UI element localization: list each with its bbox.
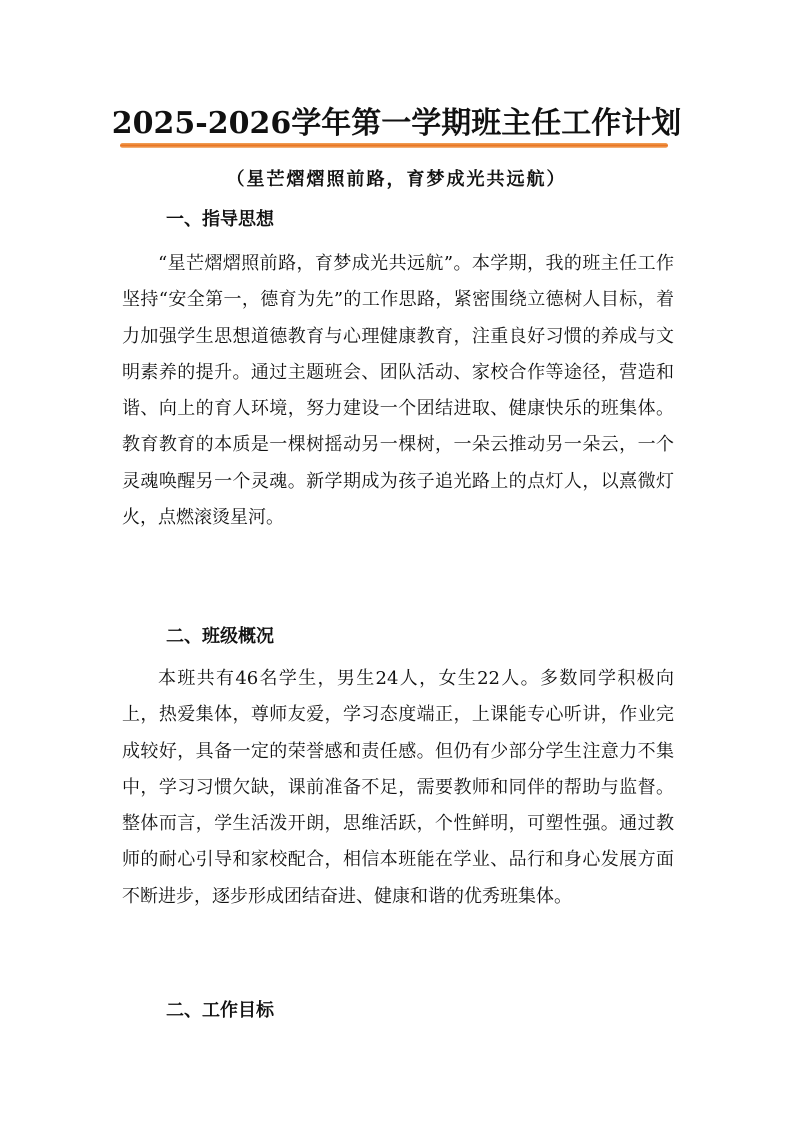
section-paragraph-class-overview: 本班共有46名学生，男生24人，女生22人。多数同学积极向上，热爱集体，尊师友爱，学习态度端正，上课能专心听讲，作业完成较好，具备一定的荣誉感和责任感。但仍有少部分学生注意力不集中，学习习惯欠缺，课前准备不足，需要教师和同伴的帮助与监督。整体而言，学生活泼开朗，思维活跃，个性鲜明，可塑性强。通过教师的耐心引导和家校配合，相信本班能在学业、品行和身心发展方面不断进步，逐步形成团结奋进、健康和谐的优秀班集体。 bbox=[122, 668, 674, 907]
section-heading-guiding-thought: 一、指导思想 bbox=[166, 209, 274, 230]
title-underline bbox=[120, 143, 668, 148]
document-title: 2025-2026学年第一学期班主任工作计划 bbox=[111, 106, 682, 141]
section-paragraph-guiding-thought: “星芒熠熠照前路，育梦成光共远航”。本学期，我的班主任工作坚持“安全第一，德育为先”的工作思路，紧密围绕立德树人目标，着力加强学生思想道德教育与心理健康教育，注重良好习惯的养成与文明素养的提升。通过主题班会、团队活动、家校合作等途径，营造和谐、向上的育人环境，努力建设一个团结进取、健康快乐的班集体。教育教育的本质是一棵树摇动另一棵树，一朵云推动另一朵云，一个灵魂唤醒另一个灵魂。新学期成为孩子追光路上的点灯人，以熹微灯火，点燃滚烫星河。 bbox=[122, 253, 674, 529]
section-heading-work-goals: 二、工作目标 bbox=[166, 1000, 274, 1021]
section-heading-class-overview: 二、班级概况 bbox=[166, 626, 274, 647]
document-subtitle: （星芒熠熠照前路，育梦成光共远航） bbox=[226, 169, 567, 190]
